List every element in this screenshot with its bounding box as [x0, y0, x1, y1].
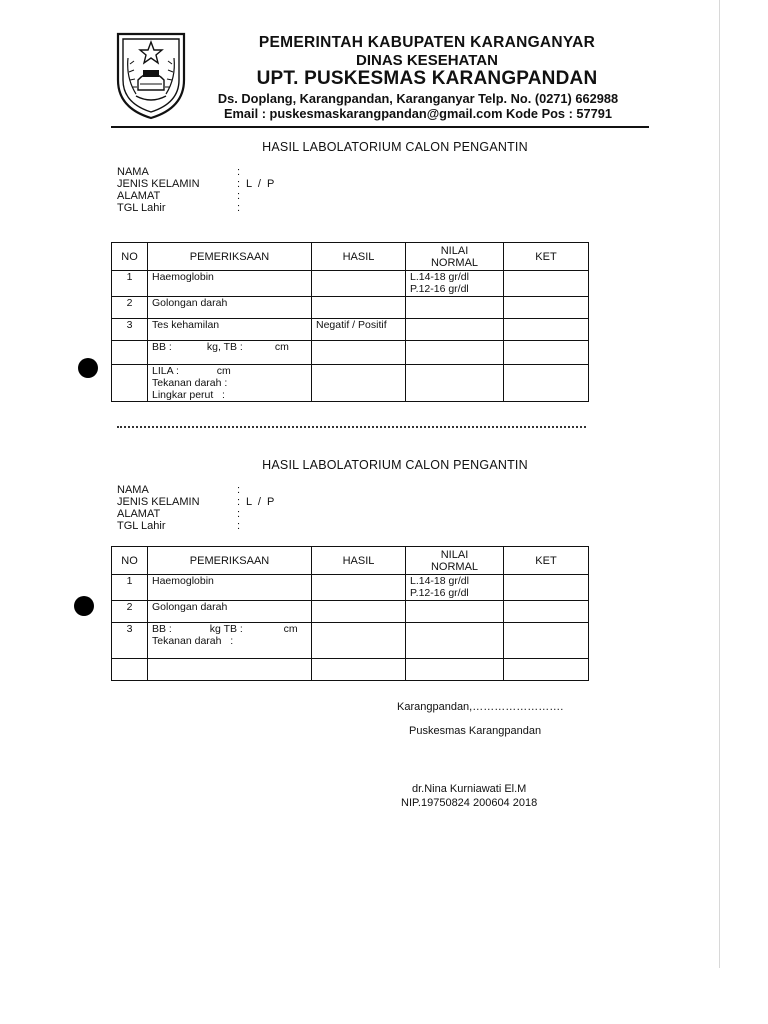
form1-label-gender: JENIS KELAMIN	[117, 178, 200, 190]
cell-normal-value	[406, 319, 504, 341]
signature-nip: NIP.19750824 200604 2018	[401, 797, 538, 809]
cell-no: 1	[112, 271, 148, 297]
form2-value-gender[interactable]: L / P	[246, 496, 275, 508]
cell-result[interactable]	[312, 297, 406, 319]
form1-title: HASIL LABOLATORIUM CALON PENGANTIN	[262, 140, 528, 154]
cell-no: 3	[112, 623, 148, 659]
form1-colon-address: :	[237, 190, 241, 202]
table-row	[112, 297, 589, 319]
form1-value-gender[interactable]: L / P	[246, 178, 275, 190]
cell-exam: Golongan darah	[148, 601, 312, 623]
cell-exam: Haemoglobin	[148, 575, 312, 601]
form2-label-name: NAMA	[117, 484, 149, 496]
header-exam: PEMERIKSAAN	[148, 243, 312, 271]
table-header-row	[112, 547, 589, 575]
cell-normal-value	[406, 297, 504, 319]
letterhead-rule	[111, 126, 649, 128]
form1-colon-birthdate: :	[237, 202, 241, 214]
form1-colon-gender: :	[237, 178, 241, 190]
cell-exam: Haemoglobin	[148, 271, 312, 297]
header-result: HASIL	[312, 243, 406, 271]
table-row	[112, 601, 589, 623]
cell-no: 2	[112, 297, 148, 319]
cell-note[interactable]	[504, 319, 589, 341]
letterhead-email: Email : puskesmaskarangpandan@gmail.com Kode Pos : 57791	[224, 106, 612, 121]
cell-result[interactable]	[312, 341, 406, 365]
cell-exam: BB : kg, TB : cm	[148, 341, 312, 365]
punch-hole-icon	[78, 358, 98, 378]
cell-result[interactable]	[312, 601, 406, 623]
form2-lab-table	[111, 546, 589, 681]
table-row	[112, 365, 589, 402]
letterhead-department: DINAS KESEHATAN	[356, 52, 498, 69]
header-exam: PEMERIKSAAN	[148, 547, 312, 575]
header-normal-value: NILAI NORMAL	[406, 547, 504, 575]
cell-normal-value: L.14-18 gr/dl P.12-16 gr/dl	[406, 575, 504, 601]
form1-label-name: NAMA	[117, 166, 149, 178]
cell-note[interactable]	[504, 365, 589, 402]
form1-colon-name: :	[237, 166, 241, 178]
cell-normal-value	[406, 659, 504, 681]
header-no: NO	[112, 547, 148, 575]
form2-colon-address: :	[237, 508, 241, 520]
cell-result[interactable]	[312, 365, 406, 402]
cell-note[interactable]	[504, 341, 589, 365]
form2-label-gender: JENIS KELAMIN	[117, 496, 200, 508]
page-edge-shadow	[719, 0, 720, 968]
cell-result[interactable]	[312, 575, 406, 601]
cell-no: 1	[112, 575, 148, 601]
header-no: NO	[112, 243, 148, 271]
cell-exam: BB : kg TB : cm Tekanan darah :	[148, 623, 312, 659]
signature-institution: Puskesmas Karangpandan	[409, 725, 542, 737]
form1-label-address: ALAMAT	[117, 190, 161, 202]
table-row	[112, 319, 589, 341]
cell-note[interactable]	[504, 659, 589, 681]
table-row	[112, 659, 589, 681]
cell-normal-value: L.14-18 gr/dl P.12-16 gr/dl	[406, 271, 504, 297]
cell-result[interactable]	[312, 659, 406, 681]
form1-lab-table	[111, 242, 589, 402]
header-normal-value: NILAI NORMAL	[406, 243, 504, 271]
cell-no	[112, 365, 148, 402]
form2-title: HASIL LABOLATORIUM CALON PENGANTIN	[262, 458, 528, 472]
form2-label-address: ALAMAT	[117, 508, 161, 520]
cell-result[interactable]: Negatif / Positif	[312, 319, 406, 341]
punch-hole-icon	[74, 596, 94, 616]
cell-note[interactable]	[504, 271, 589, 297]
cell-normal-value	[406, 341, 504, 365]
form2-colon-birthdate: :	[237, 520, 241, 532]
cell-note[interactable]	[504, 297, 589, 319]
form2-colon-gender: :	[237, 496, 241, 508]
cell-normal-value	[406, 365, 504, 402]
cell-no	[112, 659, 148, 681]
table-row	[112, 623, 589, 659]
cell-no: 3	[112, 319, 148, 341]
table-header-row	[112, 243, 589, 271]
cell-exam: Tes kehamilan	[148, 319, 312, 341]
cell-no: 2	[112, 601, 148, 623]
cut-line-divider	[117, 426, 586, 428]
header-result: HASIL	[312, 547, 406, 575]
header-note: KET	[504, 547, 589, 575]
table-row	[112, 271, 589, 297]
cell-note[interactable]	[504, 623, 589, 659]
cell-note[interactable]	[504, 601, 589, 623]
form1-label-birthdate: TGL Lahir	[117, 202, 166, 214]
cell-no	[112, 341, 148, 365]
form2-label-birthdate: TGL Lahir	[117, 520, 166, 532]
signature-name: dr.Nina Kurniawati El.M	[412, 783, 527, 795]
letterhead-unit-name: UPT. PUSKESMAS KARANGPANDAN	[256, 68, 598, 89]
cell-result[interactable]	[312, 271, 406, 297]
table-row	[112, 341, 589, 365]
cell-exam: Golongan darah	[148, 297, 312, 319]
letterhead-government: PEMERINTAH KABUPATEN KARANGANYAR	[258, 34, 596, 51]
cell-normal-value	[406, 623, 504, 659]
regency-crest-logo	[112, 28, 190, 120]
cell-normal-value	[406, 601, 504, 623]
form2-colon-name: :	[237, 484, 241, 496]
cell-exam: LILA : cm Tekanan darah : Lingkar perut :	[148, 365, 312, 402]
header-note: KET	[504, 243, 589, 271]
signature-place-date[interactable]: Karangpandan,…………………….	[397, 701, 564, 713]
cell-exam	[148, 659, 312, 681]
letterhead-address: Ds. Doplang, Karangpandan, Karanganyar Telp. No. (0271) 662988	[217, 91, 619, 106]
cell-result[interactable]	[312, 623, 406, 659]
table-row	[112, 575, 589, 601]
cell-note[interactable]	[504, 575, 589, 601]
